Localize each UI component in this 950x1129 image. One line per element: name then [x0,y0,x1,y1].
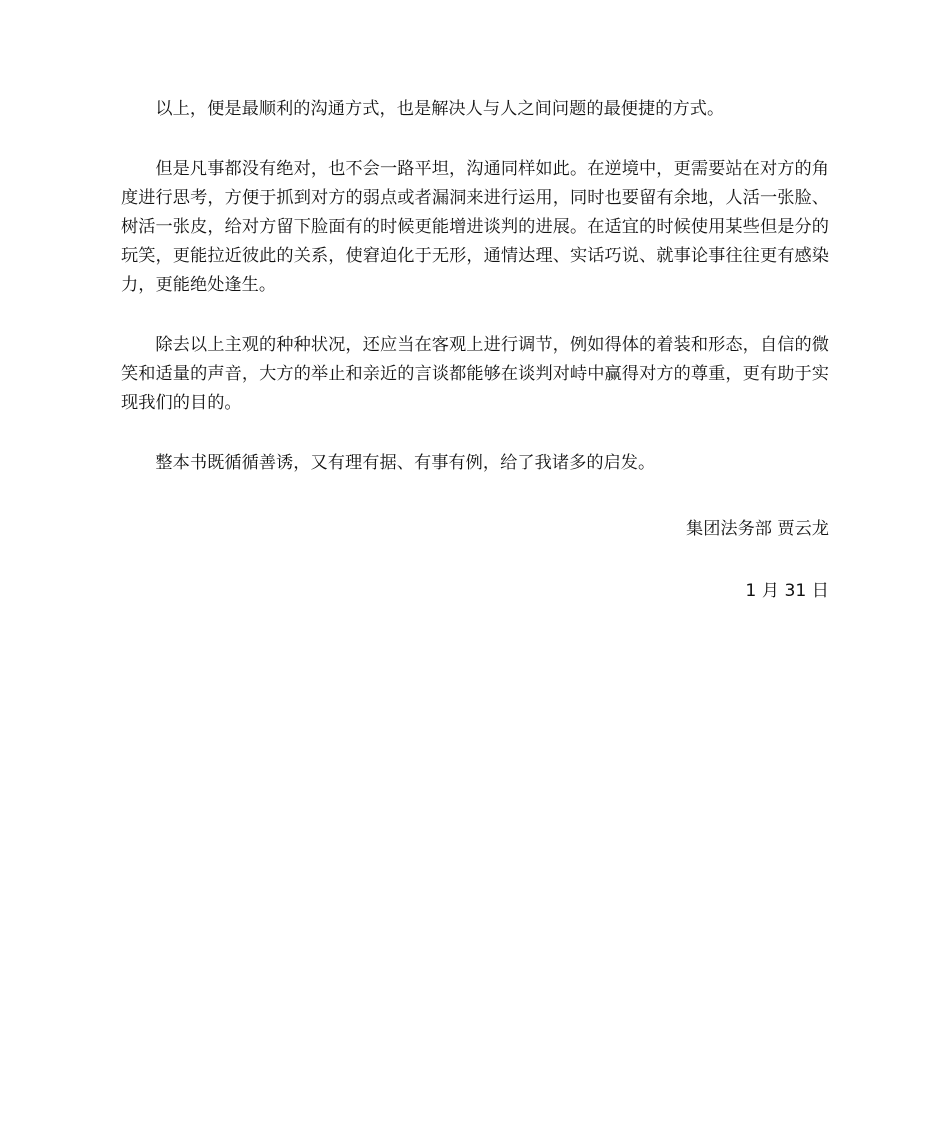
paragraph-2: 但是凡事都没有绝对，也不会一路平坦，沟通同样如此。在逆境中，更需要站在对方的角度进行思考，方便于抓到对方的弱点或者漏洞来进行运用，同时也要留有余地，人活一张脸、树活一张皮，给对方留下脸面有的时候更能增进谈判的进展。在适宜的时候使用某些但是分的玩笑，更能拉近彼此的关系，使窘迫化于无形，通情达理、实话巧说、就事论事往往更有感染力，更能绝处逢生。 [121,159,829,295]
paragraph-3: 除去以上主观的种种状况，还应当在客观上进行调节，例如得体的着装和形态，自信的微笑和适量的声音，大方的举止和亲近的言谈都能够在谈判对峙中赢得对方的尊重，更有助于实现我们的目的。 [121,335,829,413]
document-date: 1 月 31 日 [745,581,829,601]
author-signature: 集团法务部 贾云龙 [686,519,829,539]
document-page [121,95,829,601]
paragraph-1: 以上，便是最顺利的沟通方式，也是解决人与人之间问题的最便捷的方式。 [155,99,725,119]
paragraph-4: 整本书既循循善诱，又有理有据、有事有例，给了我诸多的启发。 [155,453,656,473]
